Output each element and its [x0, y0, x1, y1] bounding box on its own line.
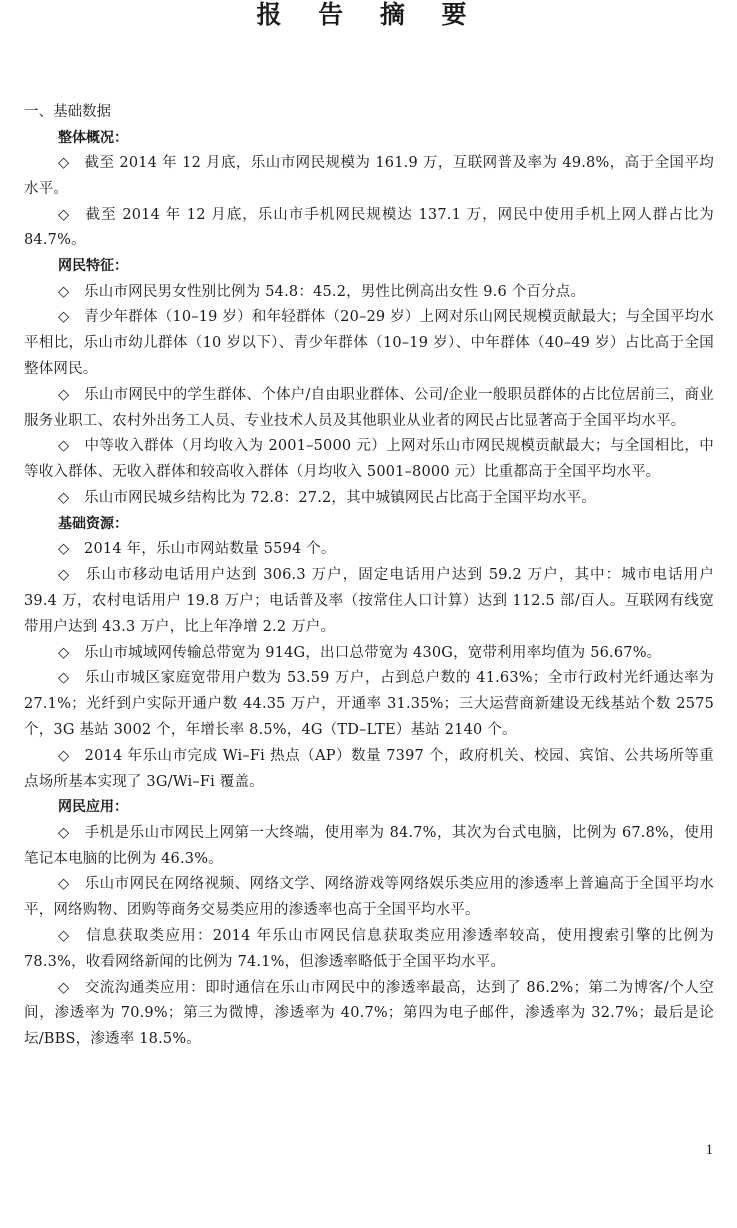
- report-summary-body: [24, 100, 714, 1053]
- paragraph: ◇ 中等收入群体（月均收入为 2001–5000 元）上网对乐山市网民规模贡献最大；与全国相比，中等收入群体、无收入群体和较高收入群体（月均收入 5001–8000 元）比重都高于全国平均水平。: [24, 438, 714, 481]
- page-title: 报 告 摘 要: [256, 0, 481, 29]
- group-basic-resources: [24, 512, 714, 795]
- group-label-basic-resources: 基础资源：: [58, 515, 128, 532]
- paragraph: ◇ 乐山市网民在网络视频、网络文学、网络游戏等网络娱乐类应用的渗透率上普遍高于全国平均水平，网络购物、团购等商务交易类应用的渗透率也高于全国平均水平。: [24, 876, 714, 919]
- group-label-netizen-applications: 网民应用：: [58, 799, 128, 816]
- paragraph: ◇ 手机是乐山市网民上网第一大终端，使用率为 84.7%，其次为台式电脑，比例为 67.8%，使用笔记本电脑的比例为 46.3%。: [24, 824, 714, 867]
- group-netizen-applications: [24, 795, 714, 1053]
- paragraph: ◇ 2014 年，乐山市网站数量 5594 个。: [58, 541, 336, 558]
- paragraph: ◇ 乐山市城区家庭宽带用户数为 53.59 万户，占到总户数的 41.63%；全市行政村光纤通达率为 27.1%；光纤到户实际开通户数 44.35 万户，开通率 31.35%；三大运营商新建设无线基站个数 2575 个，3G 基站 3002 个，年增长率 8.5%，4G（TD–LTE）基站 2140 个。: [24, 670, 714, 738]
- paragraph: ◇ 乐山市网民男女性别比例为 54.8：45.2，男性比例高出女性 9.6 个百分点。: [58, 283, 586, 300]
- paragraph: ◇ 乐山市网民中的学生群体、个体户/自由职业群体、公司/企业一般职员群体的占比位居前三，商业服务业职工、农村外出务工人员、专业技术人员及其他职业从业者的网民占比显著高于全国平均水平。: [24, 386, 714, 429]
- paragraph: ◇ 乐山市城域网传输总带宽为 914G，出口总带宽为 430G，宽带利用率均值为 56.67%。: [58, 644, 662, 661]
- group-overview: [24, 126, 714, 255]
- group-label-netizen-features: 网民特征：: [58, 258, 128, 275]
- page-number: 1: [705, 1142, 713, 1158]
- paragraph: ◇ 乐山市网民城乡结构比为 72.8：27.2，其中城镇网民占比高于全国平均水平。: [58, 490, 597, 507]
- paragraph: ◇ 信息获取类应用：2014 年乐山市网民信息获取类应用渗透率较高，使用搜索引擎的比例为 78.3%，收看网络新闻的比例为 74.1%，但渗透率略低于全国平均水平。: [24, 928, 714, 970]
- paragraph: ◇ 截至 2014 年 12 月底，乐山市手机网民规模达 137.1 万，网民中使用手机上网人群占比为 84.7%。: [24, 206, 714, 249]
- section-heading: 一、基础数据: [24, 104, 111, 120]
- paragraph: ◇ 2014 年乐山市完成 Wi–Fi 热点（AP）数量 7397 个，政府机关、校园、宾馆、公共场所等重点场所基本实现了 3G/Wi–Fi 覆盖。: [24, 747, 714, 790]
- group-netizen-features: [24, 254, 714, 512]
- paragraph: ◇ 截至 2014 年 12 月底，乐山市网民规模为 161.9 万，互联网普及率为 49.8%，高于全国平均水平。: [24, 155, 714, 197]
- paragraph: ◇ 乐山市移动电话用户达到 306.3 万户，固定电话用户达到 59.2 万户，其中：城市电话用户 39.4 万，农村电话用户 19.8 万户；电话普及率（按常住人口计算）达到 112.5 部/百人。互联网有线宽带用户达到 43.3 万户，比上年净增 2.2 万户。: [24, 567, 714, 635]
- group-label-overview: 整体概况：: [58, 129, 128, 146]
- paragraph: ◇ 交流沟通类应用：即时通信在乐山市网民中的渗透率最高，达到了 86.2%；第二为博客/个人空间，渗透率为 70.9%；第三为微博，渗透率为 40.7%；第四为电子邮件，渗透率为 32.7%；最后是论坛/BBS，渗透率 18.5%。: [24, 979, 714, 1048]
- paragraph: ◇ 青少年群体（10–19 岁）和年轻群体（20–29 岁）上网对乐山网民规模贡献最大；与全国平均水平相比，乐山市幼儿群体（10 岁以下）、青少年群体（10–19 岁）、中年群体（40–49 岁）占比高于全国整体网民。: [24, 309, 714, 378]
